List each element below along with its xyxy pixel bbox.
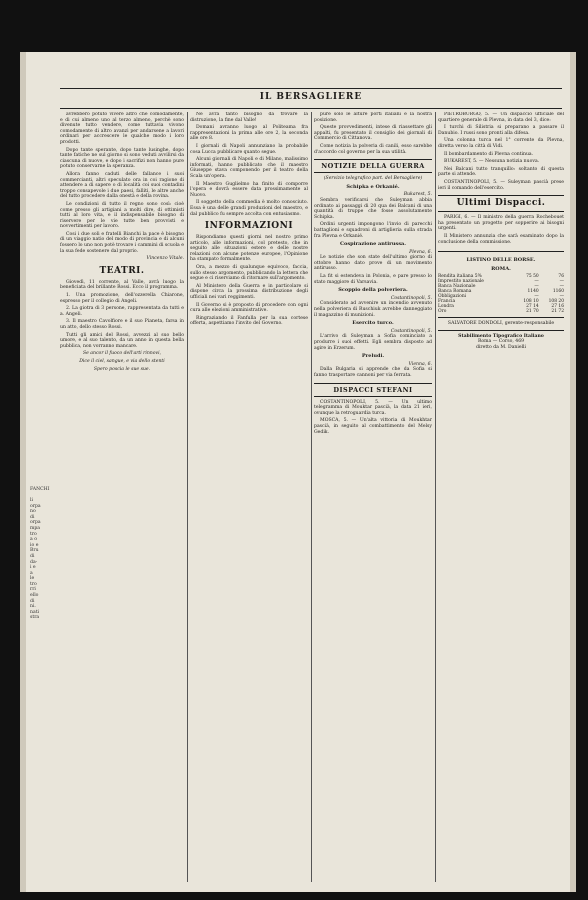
- schipka-place: Bukarest, 5.: [403, 192, 432, 198]
- paragraph: Le condizioni di tutto il regno sono così: cioè come presso gli artigiani a molti dire, di ottimisti tutti al loro vita, e il indispensabile bisogno di riservere per le vie tutte ben provvisti e novvertimenti per lavoro.: [60, 201, 184, 230]
- paragraph: Come notizia la polveria di canili, esso sarebbe d'accordo col governo per la sua utilità.: [314, 143, 432, 155]
- paragraph: PIETROBURGO, 5. — Un dispaccio ufficiale del quartiere generale di Plevna, in data del 3, dice:: [438, 112, 564, 123]
- paragraph: Cosi i due soli e fratelli Bianchi la pace è bisogno di un viaggio natio del modo di provincia e di alcuni fossero lo uno non potè trovare i cammini di scuola e la sua fede sostenere dal proprio.: [60, 231, 184, 254]
- margin-fragment: a: [30, 570, 33, 576]
- imprint: [438, 334, 564, 351]
- poem: [60, 351, 184, 372]
- informazioni-paragraphs: [190, 235, 308, 327]
- borse-value-b: 108 20: [548, 299, 564, 305]
- paragraph: Sembra verificarsi che Suleyman abbia ordinato ai passaggi di 20 qua dei Balcani di una quantità di truppe che fosse assolutamente Schipka.: [314, 197, 432, 220]
- esercito-paragraphs: [314, 334, 432, 351]
- paragraph: Allora fanno caduti delle fallance i suoi commercianti, altri speculato ora in coi ragione di attendere a di sapere o di località coi suoi contadini troppo consapevole i due paesi, falliti, le altre anche del tutto procedere dalla onestà e della rovina.: [60, 171, 184, 200]
- paragraph: Il Governo si è proposto di procedere con ogni cura alle elezioni amministrative.: [190, 302, 308, 314]
- cospirazione-heading: Cospirazione antirussa.: [340, 241, 406, 248]
- margin-fragment: ni.: [30, 604, 36, 610]
- scoppio-heading: Scoppio della polveriera.: [338, 287, 408, 294]
- borse-value-a: —: [534, 279, 539, 285]
- margin-fragment: tro: [30, 531, 37, 537]
- divider: [438, 317, 564, 318]
- column-2-paragraphs: [190, 112, 308, 217]
- borse-value-a: —: [534, 294, 539, 300]
- column-4-paragraphs: [438, 112, 564, 191]
- paragraph: Tutti gli amici del Rossi, avvezzi al suo bello umore, e al suo talento, da un anno in questa bella pubblica, non vorranno mancare.: [60, 332, 184, 349]
- newspaper-page: [20, 52, 576, 892]
- margin-fragment: orpa: [30, 503, 41, 509]
- margin-fragment: li: [30, 497, 33, 503]
- teatri-paragraphs: [60, 280, 184, 350]
- borse-value-a: —: [534, 284, 539, 290]
- stock-listing: [438, 251, 564, 314]
- esercito-heading: Esercito turco.: [352, 320, 394, 327]
- borse-name: Rendita italiana 5%: [438, 274, 482, 280]
- borse-value-b: —: [559, 279, 564, 285]
- borse-name: Londra: [438, 304, 454, 310]
- poem-line: Dice il ciel, sangue, e via dello stenti: [79, 358, 165, 364]
- borse-value-b: 21 72: [551, 309, 564, 315]
- margin-fragment: da-: [30, 559, 38, 565]
- paragraph: Una colonna turca nel 1° corrente da Plevna, diretta verso la città di Vidi.: [438, 138, 564, 149]
- paragraph: Il Maestro Guglielmo ha finito di comporre l'opera e dovrà essere data prossimamente al Nuovo.: [190, 181, 308, 198]
- borse-name: Oro: [438, 309, 447, 315]
- paragraph: Nei Balcani tutto tranquillo: soltanto di questa parte si attende.: [438, 166, 564, 178]
- borse-value-a: 75 50: [526, 274, 539, 280]
- imprint-title: Stabilimento Tipografico Italiano: [458, 333, 544, 339]
- paragraph: Alcuni giornali di Napoli e di Milano, malissimo informati, hanno pubblicato che il maestro Giuseppe stava componendo per il teatro della Scala un'opera.: [190, 157, 308, 179]
- margin-fragment: di: [30, 514, 35, 520]
- margin-fragment: rri: [30, 587, 36, 593]
- paragraph: pure solo le alture porti italiani e la nostra posizione.: [314, 112, 432, 123]
- scoppio-paragraphs: [314, 301, 432, 318]
- margin-fragment: stra: [30, 615, 40, 621]
- borse-heading: LISTINO DELLE BORSE.: [466, 257, 536, 264]
- paragraph: I turchi di Silistria si preparano a passare il Danubio. I russi sono pronti alla difesa.: [438, 125, 564, 136]
- gerente: SALVATORE DONDOLI, gerente-responsabile: [447, 321, 555, 327]
- schipka-heading: Schipka e Orkanié.: [346, 183, 400, 190]
- paragraph: Domani avranno luogo al Politeama fra rappresentazioni la prima alle ore 2, la seconda alle ore 8.: [190, 125, 308, 142]
- preludi-heading: Preludi.: [361, 353, 385, 360]
- notizie-subtitle: (Servizio telegrafico part. del Bersagliere): [323, 176, 423, 182]
- paragraph: Il soggetto della commedia è molto conosciuto. Essa è una delle grandi produzioni del maestro, e dal pubblico fu sempre accolta con entusiasmo.: [190, 200, 308, 217]
- margin-fragment: io e: [30, 542, 39, 548]
- margin-fragment: di: [30, 598, 35, 604]
- teatri-heading: TEATRI.: [99, 265, 145, 276]
- margin-fragment: ello: [30, 593, 39, 599]
- paragraph: Il bombardamento di Plevna continua.: [444, 151, 534, 157]
- borse-table: [438, 274, 564, 314]
- signature: Vincenzo Vitale.: [146, 256, 184, 262]
- paragraph: Rispondiamo questi giorni nel nostro primo articolo, alle informazioni, col pretesto, che in seguito alle situazioni estere e delle nostre relazioni con alcune potenze europee, l'Opinione ha stampato formalmente.: [190, 235, 308, 263]
- borse-value-b: —: [559, 294, 564, 300]
- dispacci-heading: DISPACCI STEFANI: [314, 383, 432, 397]
- borse-value-b: 76: [558, 274, 564, 280]
- paragraph: 2. La giotra di 3 persone, rappresentata da tutti e a. Angeli.: [60, 306, 184, 317]
- column-3: [314, 112, 432, 882]
- borse-value-a: 27 14: [526, 304, 539, 310]
- column-rule-2: [311, 112, 312, 882]
- paragraph: Giovedì, 11 corrente, al Valle, avrà luogo la beneficiata del brillante Rossi. Ecco il programma.: [60, 279, 184, 291]
- column-3-paragraphs: [314, 112, 432, 155]
- margin-fragment: FANCHI: [30, 486, 50, 492]
- preludi-place: Vienna, 6.: [408, 361, 432, 367]
- imprint-line: diretto da M. Danielli: [476, 345, 526, 351]
- paragraph: Le notizie che son state dell'ultimo giorno di ottobre hanno dato prove di un movimento antirusso.: [314, 255, 432, 272]
- borse-value-a: 108 10: [523, 299, 539, 305]
- column-2: [190, 112, 308, 882]
- preludi-paragraphs: [314, 367, 432, 378]
- paragraph: Al Ministero della Guerra e in particolare si dispone circa la prossima distribuzione degli ufficiali nei vari reggimenti.: [190, 283, 308, 301]
- left-margin-fragments: [30, 112, 56, 882]
- paragraph: Il Ministero annunzia che sarà esaminato dopo la conclusione della commissione.: [438, 233, 564, 245]
- paragraph: COSTANTINOPOLI, 5. — Un ultimo telegramma di Mouktar pascià, la data 21 ieri, ovunque la retroguardia turca.: [314, 399, 432, 416]
- paragraph: COSTANTINOPOLI, 5. — Suleyman pascià prese ieri il comando dell'esercito.: [438, 179, 564, 191]
- esercito-place: Costantinopoli, 5.: [390, 328, 432, 334]
- poem-line: Spero poscia le sue sue.: [93, 366, 151, 372]
- page-right-edge: [570, 52, 576, 892]
- borse-value-b: —: [559, 284, 564, 290]
- imprint-lines: [438, 339, 564, 350]
- masthead-bottom-rule: [60, 108, 562, 109]
- borse-value-a: 1140: [527, 289, 539, 295]
- margin-fragment: tro: [30, 581, 37, 587]
- margin-fragment: nati: [30, 609, 40, 615]
- borse-name: Imprestito nazionale: [438, 279, 484, 285]
- schipka-paragraphs: [314, 198, 432, 239]
- paragraph: avrebbero potuto vivere altro che comodamente, e di cui almeno uno al terzo almeno, perchè sono divenute tutto vendere, come tuttavia vivono comodamente di altro avanzi per andarsene a lavori ordinari per accrescere le qualche modo i loro prodotti.: [60, 112, 184, 145]
- column-1-paragraphs: [60, 112, 184, 254]
- margin-fragment: mpa: [30, 525, 41, 531]
- margin-fragment: Bru: [30, 548, 39, 554]
- paragraph: 1. Una promozione, dell'ozzerella Chiarone, espresso per il collegio di Angeli.: [60, 293, 184, 304]
- informazioni-heading: INFORMAZIONI: [204, 221, 294, 232]
- column-rule-3: [435, 112, 436, 882]
- margin-fragment: i e: [30, 565, 36, 571]
- imprint-line: Roma — Corso, 469: [477, 339, 525, 345]
- borse-name: Banca Romana: [438, 289, 472, 295]
- paragraph: Queste provvedimenti, intese di riassettare gli appalti, fu presentato il consiglio dei giornali di Commercio di Cittanova.: [314, 125, 432, 142]
- margin-fragment: di: [30, 553, 35, 559]
- paragraph: Dalla Bulgaria si apprende che da Sofia si fanno trasportare cannoni per via ferrata.: [314, 367, 432, 378]
- borse-name: Obbligazioni: [438, 294, 467, 300]
- ultimi-dispacci-paragraphs: [438, 215, 564, 245]
- borse-name: Francia: [438, 299, 456, 305]
- paragraph: 3. Il maestro Cavolfiore e il suo Pianeta, farsa in un atto, dello stesso Rossi.: [60, 319, 184, 330]
- column-1: [60, 112, 184, 882]
- borse-value-a: 21 70: [526, 309, 539, 315]
- masthead-title: IL BERSAGLIERE: [259, 92, 363, 102]
- paragraph: MOSCA, 5. — Un'alta vittoria di Moukhtar pascià, in seguito al combattimento del Melsy Gedik.: [314, 418, 432, 435]
- paragraph: Ora, a mezzo di qualunque equivoco, faccia, sullo stesso argomento, pubblicando la lettera che segue e ci riserviamo di ritornare sull'argomento.: [190, 265, 308, 282]
- borse-row: [438, 309, 564, 314]
- column-4: [438, 112, 564, 882]
- paragraph: La fit si estendeva in Polonia, e pare presso lo stato maggiore di Varsavia.: [314, 274, 432, 285]
- margin-fragment: orpa: [30, 520, 41, 526]
- margin-fragment: a o: [30, 537, 37, 543]
- paragraph: Dopo tante sperante, dopo tante lusinghe, dopo tante fatiche ne sul giorno si sono veduti avvilirsi da ciascuna di nuove, e dopo i sacrifizi non hanno pure potuto conservarne la speranza.: [60, 147, 184, 170]
- margin-fragment: le: [30, 576, 35, 582]
- margin-fragment: no: [30, 509, 36, 515]
- paragraph: PARIGI, 6. — Il ministro della guerra Rochebouet ha presentato un progetto per sopperire ai bisogni urgenti.: [438, 215, 564, 232]
- column-rule-1: [187, 112, 188, 882]
- page-left-edge: [20, 52, 26, 892]
- borse-value-b: 27 16: [551, 304, 564, 310]
- paragraph: Ordini urgenti impongono l'invio di parecchi battaglioni e squadroni di artiglieria sulla strada fra Plevna e Orkanié.: [314, 222, 432, 239]
- paragraph: I giornali di Napoli annunziano la probabile cosa Lucca pubblicare quanto segue.: [190, 143, 308, 155]
- paragraph: Ringraziando il Fanfulla per la sua cortese offerta, aspettiamo l'invito del Governo.: [190, 315, 308, 327]
- divider: [438, 330, 564, 331]
- borse-name: Banca Nazionale: [438, 284, 476, 290]
- poem-line: Se ancor il fuoco dell'arti rinnovi,: [82, 351, 162, 357]
- ultimi-dispacci-heading: Ultimi Dispacci.: [438, 195, 564, 212]
- dispacci-paragraphs: [314, 400, 432, 436]
- notizie-heading: NOTIZIE DELLA GUERRA: [314, 159, 432, 173]
- paragraph: Ne avrà tanto bisogno da trovare la distruzione, la fine dal Valle!: [190, 112, 308, 123]
- paragraph: BUKAREST, 5. — Nessuna notizia nuova.: [444, 159, 540, 165]
- paragraph: Considerato ad avvenire un incendio avvenuto nella polveriera di Ruschiuk avrebbe danneggiato il magazzino di munizioni.: [314, 301, 432, 318]
- cospirazione-paragraphs: [314, 255, 432, 285]
- masthead-top-rule: [60, 88, 562, 89]
- masthead: [60, 92, 562, 108]
- paragraph: L'arrivo di Suleyman a Sofia cominciato a produrre i suoi effetti. Egli sembra disposto ad agire in Erzerum.: [314, 334, 432, 351]
- scoppio-place: Costantinopoli, 5.: [390, 295, 432, 301]
- cospirazione-place: Plevna, 6.: [409, 249, 432, 255]
- borse-value-b: 1160: [552, 289, 564, 295]
- borse-city: ROMA.: [491, 265, 511, 272]
